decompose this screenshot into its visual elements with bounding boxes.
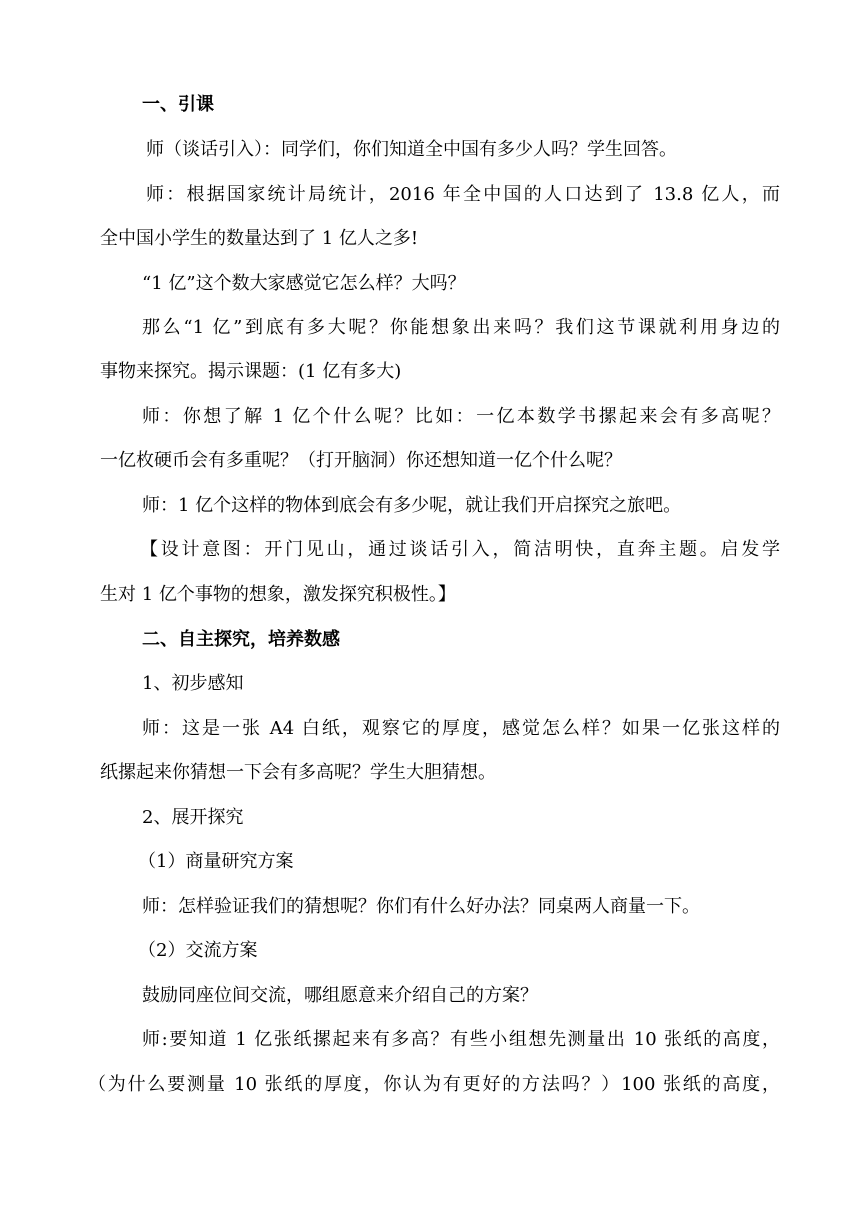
paragraph-line: 一亿枚硬币会有多重呢？（打开脑洞）你还想知道一亿个什么呢？ [100,450,622,471]
design-intent-line: 生对 1 亿个事物的想象，激发探究积极性。】 [100,584,456,605]
section-heading-intro: 一、引课 [142,94,214,115]
paragraph-line: 纸摞起来你猜想一下会有多高呢？学生大胆猜想。 [100,762,496,783]
paragraph: 师（谈话引入）：同学们，你们知道全中国有多少人吗？学生回答。 [146,139,677,160]
subheading: （2）交流方案 [138,940,258,961]
paragraph-line: 那么“1 亿”到底有多大呢？你能想象出来吗？我们这节课就利用身边的 [142,317,780,338]
paragraph-line: 师：你想了解 1 亿个什么呢？比如：一亿本数学书摞起来会有多高呢？ [142,406,780,427]
paragraph: 鼓励同座位间交流，哪组愿意来介绍自己的方案？ [142,985,538,1006]
paragraph: 师：1 亿个这样的物体到底会有多少呢，就让我们开启探究之旅吧。 [142,495,682,516]
subheading: 1、初步感知 [142,673,244,694]
paragraph-line: 师：根据国家统计局统计，2016 年全中国的人口达到了 13.8 亿人，而 [146,184,780,205]
paragraph-line: 全中国小学生的数量达到了 1 亿人之多! [100,228,419,249]
paragraph-line: 师:要知道 1 亿张纸摞起来有多高？有些小组想先测量出 10 张纸的高度， [142,1029,780,1050]
subheading: （1）商量研究方案 [138,851,294,872]
design-intent-line: 【设计意图：开门见山，通过谈话引入，简洁明快，直奔主题。启发学 [140,539,780,560]
paragraph: “1 亿”这个数大家感觉它怎么样？大吗？ [142,273,466,294]
subheading: 2、展开探究 [142,807,244,828]
paragraph-line: 师：这是一张 A4 白纸，观察它的厚度，感觉怎么样？如果一亿张这样的 [142,718,780,739]
section-heading-explore: 二、自主探究，培养数感 [142,629,340,650]
paragraph: 师：怎样验证我们的猜想呢？你们有什么好办法？同桌两人商量一下。 [142,896,700,917]
paragraph-line: （为什么要测量 10 张纸的厚度，你认为有更好的方法吗？）100 张纸的高度， [88,1074,780,1095]
paragraph-line: 事物来探究。揭示课题：(1 亿有多大) [100,361,402,382]
